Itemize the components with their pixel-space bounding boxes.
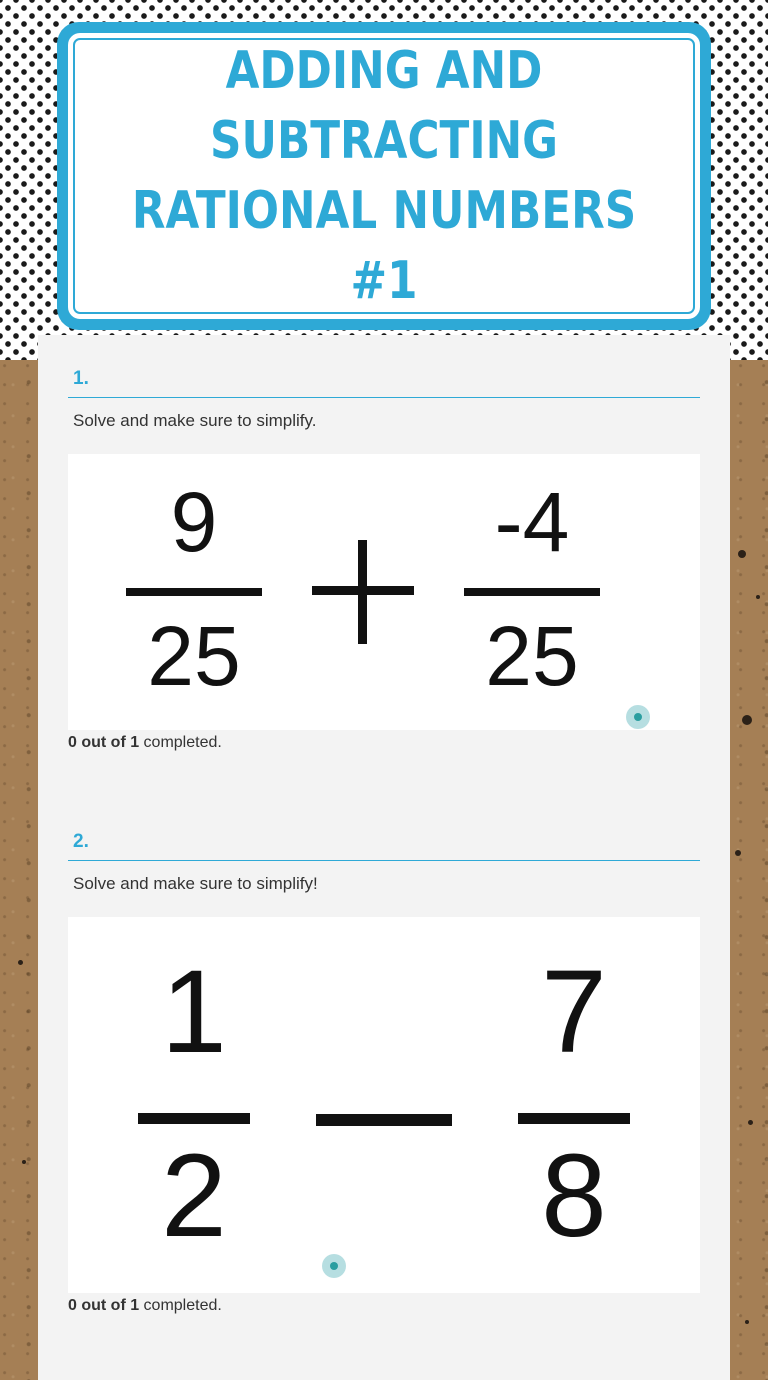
question-prompt: Solve and make sure to simplify! [73, 874, 318, 893]
fraction-bar [126, 588, 262, 596]
answer-hotspot[interactable] [322, 1254, 346, 1278]
denominator: 25 [147, 609, 241, 703]
completion-count: 0 out of 1 [68, 734, 140, 751]
question-number: 1. [73, 368, 89, 389]
numerator: 1 [161, 946, 227, 1078]
numerator: -4 [494, 475, 570, 569]
fraction-bar [464, 588, 600, 596]
question-number: 2. [73, 831, 89, 852]
minus-operator [316, 1114, 452, 1126]
question-image [68, 917, 700, 1293]
question-image [68, 454, 700, 730]
completion-status [68, 1295, 700, 1317]
question-2 [68, 828, 700, 1317]
completion-count: 0 out of 1 [68, 1297, 140, 1314]
fraction-right [518, 947, 630, 1261]
answer-hotspot[interactable] [626, 705, 650, 729]
fraction-bar [138, 1113, 250, 1124]
fraction-right [464, 472, 600, 706]
worksheet-title-card [57, 22, 711, 330]
question-prompt: Solve and make sure to simplify. [73, 411, 317, 430]
numerator: 7 [541, 946, 607, 1078]
fraction-left [126, 472, 262, 706]
fraction-left [138, 947, 250, 1261]
denominator: 2 [161, 1130, 227, 1262]
divider [68, 860, 700, 861]
fraction-bar [518, 1113, 630, 1124]
denominator: 8 [541, 1130, 607, 1262]
completion-status [68, 732, 700, 754]
worksheet-panel [38, 335, 730, 1380]
completion-suffix: completed. [139, 734, 222, 751]
title-inner-frame [68, 33, 700, 319]
plus-operator-vertical [358, 540, 367, 644]
question-1 [68, 365, 700, 754]
denominator: 25 [485, 609, 579, 703]
divider [68, 397, 700, 398]
completion-suffix: completed. [139, 1297, 222, 1314]
page-title: ADDING AND SUBTRACTING RATIONAL NUMBERS #1 [131, 41, 637, 311]
numerator: 9 [170, 475, 218, 569]
